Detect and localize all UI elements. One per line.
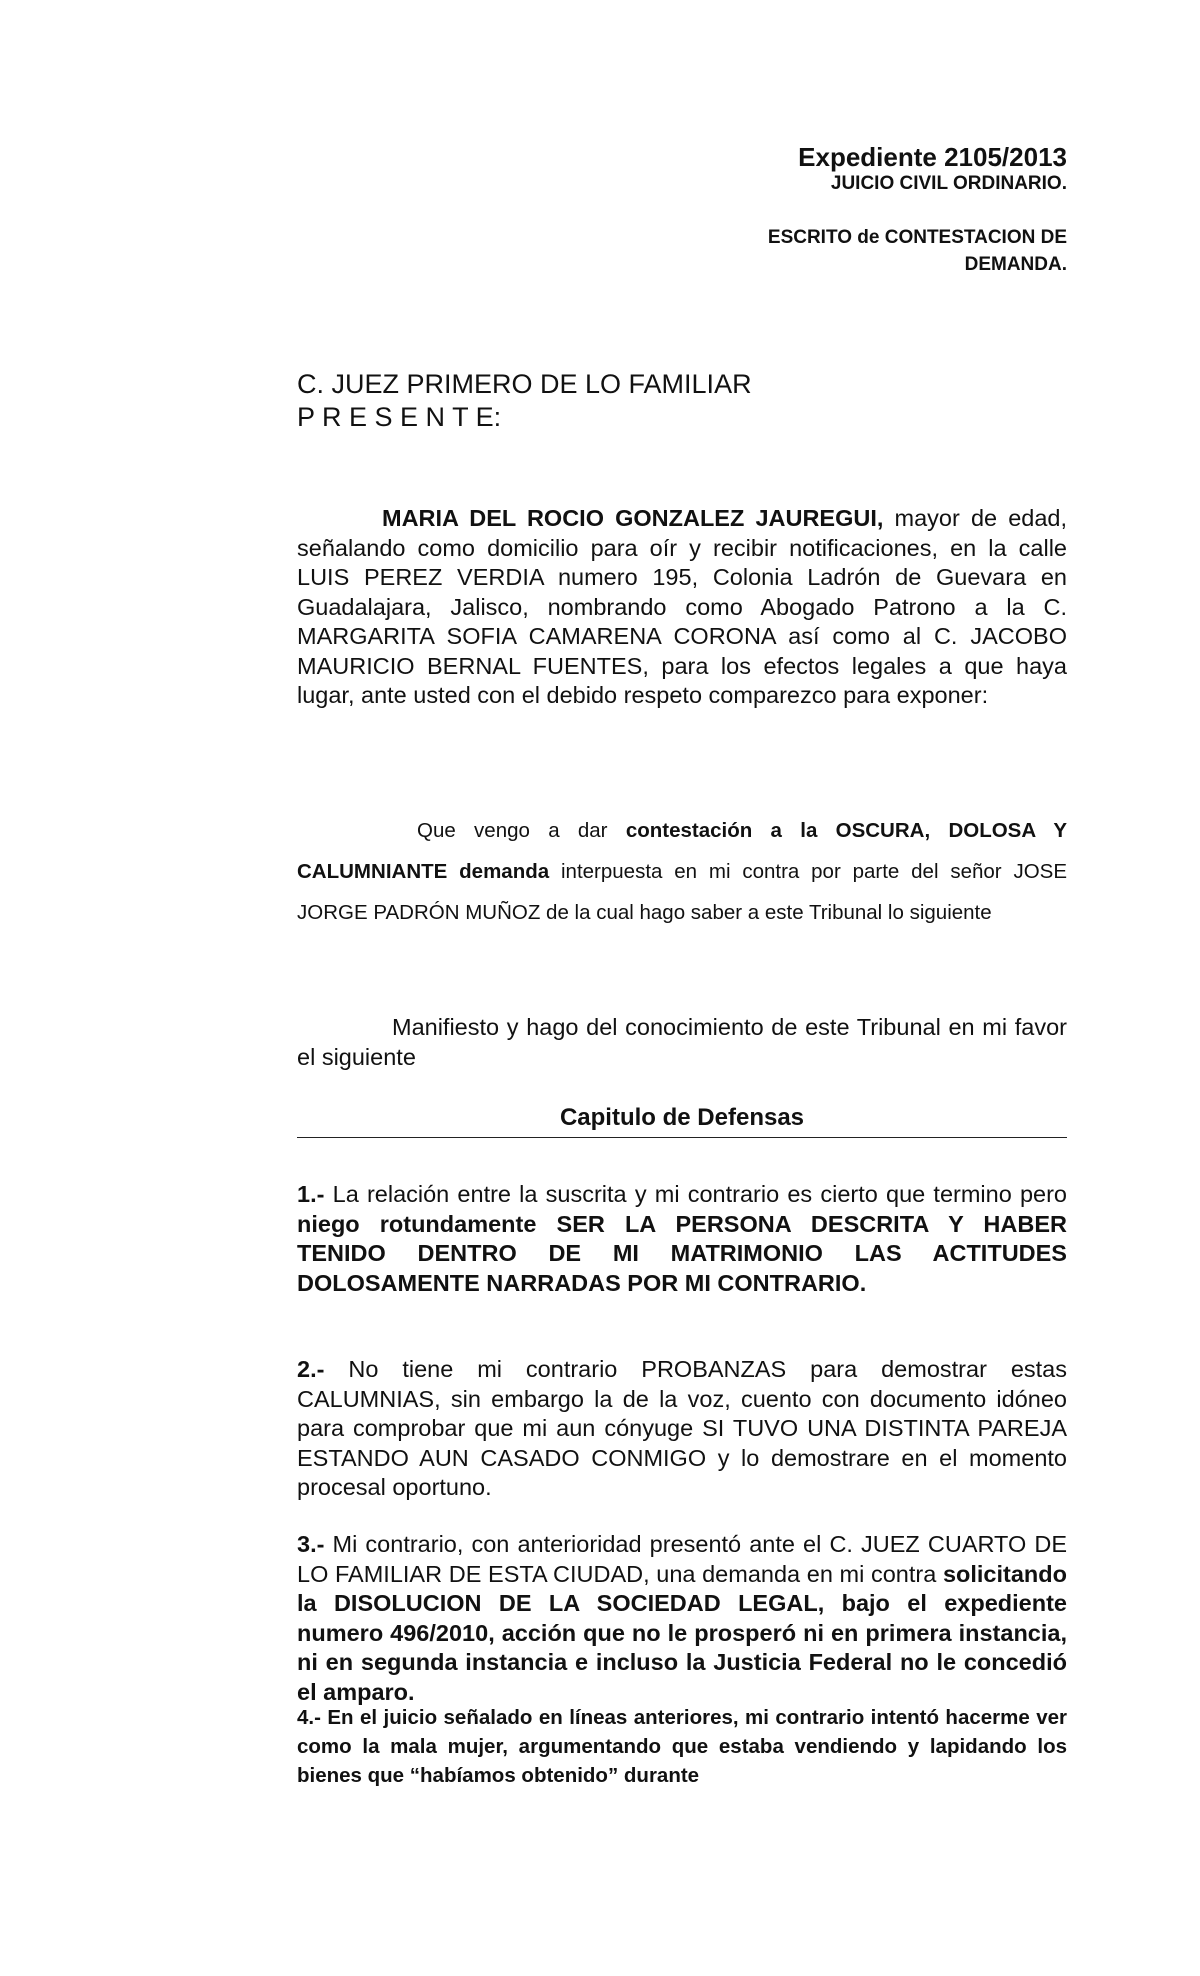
item-number: 1.-	[297, 1181, 325, 1207]
intro-paragraph	[297, 504, 1067, 711]
intro-text: mayor de edad, señalando como domicilio para oír y recibir notificaciones, en la calle LUIS PEREZ VERDIA numero 195, Colonia Ladrón de Guevara en Guadalajara, Jalisco, nombrando como Abogado Patrono a la C. MARGARITA SOFIA CAMARENA CORONA así como al C. JACOBO MAURICIO BERNAL FUENTES, para los efectos legales a que haya lugar, ante usted con el debido respeto comparezco para exponer:	[297, 505, 1068, 708]
defense-item-2	[297, 1355, 1067, 1503]
escrito-title-line2: DEMANDA.	[964, 254, 1067, 275]
item-number: 3.-	[297, 1531, 325, 1557]
addressee-judge: C. JUEZ PRIMERO DE LO FAMILIAR	[297, 369, 752, 399]
item-text: La relación entre la suscrita y mi contrario es cierto que termino pero	[324, 1181, 1067, 1207]
contestacion-text-1: Que vengo a dar	[417, 819, 626, 842]
item-text: No tiene mi contrario PROBANZAS para demostrar estas CALUMNIAS, sin embargo la de la voz, cuento con documento idóneo para comprobar que mi aun cónyuge SI TUVO UNA DISTINTA PAREJA ESTANDO AUN CASADO CONMIGO y lo demostrare en el momento procesal oportuno.	[297, 1356, 1067, 1500]
defense-item-4	[297, 1703, 1067, 1790]
escrito-title-line1: ESCRITO de CONTESTACION DE	[767, 227, 1067, 248]
addressee	[297, 368, 752, 434]
expediente-number: Expediente 2105/2013	[798, 142, 1067, 172]
item-text: En el juicio señalado en líneas anteriores, mi contrario intentó hacerme ver como la mala mujer, argumentando que estaba vendiendo y lapidando los bienes que “habíamos obtenido” durante	[297, 1706, 1067, 1787]
capitulo-heading: Capitulo de Defensas	[297, 1103, 1067, 1138]
contestacion-bold: contestación a la OSCURA, DOLOSA Y CALUMNIANTE demanda	[297, 819, 1067, 883]
item-bold-text: solicitando la DISOLUCION DE LA SOCIEDAD LEGAL, bajo el expediente numero 496/2010, acción que no le prosperó ni en primera instancia, ni en segunda instancia e incluso la Justicia Federal no le concedió el amparo.	[297, 1560, 1067, 1705]
defense-item-1	[297, 1180, 1067, 1298]
contestacion-text-2: interpuesta en mi contra por parte del señor JOSE JORGE PADRÓN MUÑOZ de la cual hago saber a este Tribunal lo siguiente	[297, 860, 1067, 924]
item-number: 4.-	[297, 1706, 321, 1729]
manifiesto-paragraph	[297, 1013, 1067, 1072]
defense-item-3	[297, 1530, 1067, 1707]
item-bold-text: niego rotundamente SER LA PERSONA DESCRITA Y HABER TENIDO DENTRO DE MI MATRIMONIO LAS ACTITUDES DOLOSAMENTE NARRADAS POR MI CONTRARIO.	[297, 1210, 1067, 1296]
party-name: MARIA DEL ROCIO GONZALEZ JAUREGUI,	[382, 505, 884, 531]
escrito-title	[297, 224, 1067, 278]
addressee-presente: P R E S E N T E:	[297, 402, 502, 432]
juicio-type: JUICIO CIVIL ORDINARIO.	[830, 173, 1067, 194]
manifiesto-text: Manifiesto y hago del conocimiento de este Tribunal en mi favor el siguiente	[297, 1014, 1067, 1070]
contestacion-paragraph	[297, 810, 1067, 933]
item-number: 2.-	[297, 1356, 325, 1382]
item-text: Mi contrario, con anterioridad presentó ante el C. JUEZ CUARTO DE LO FAMILIAR DE ESTA CIUDAD, una demanda en mi contra	[297, 1531, 1067, 1587]
